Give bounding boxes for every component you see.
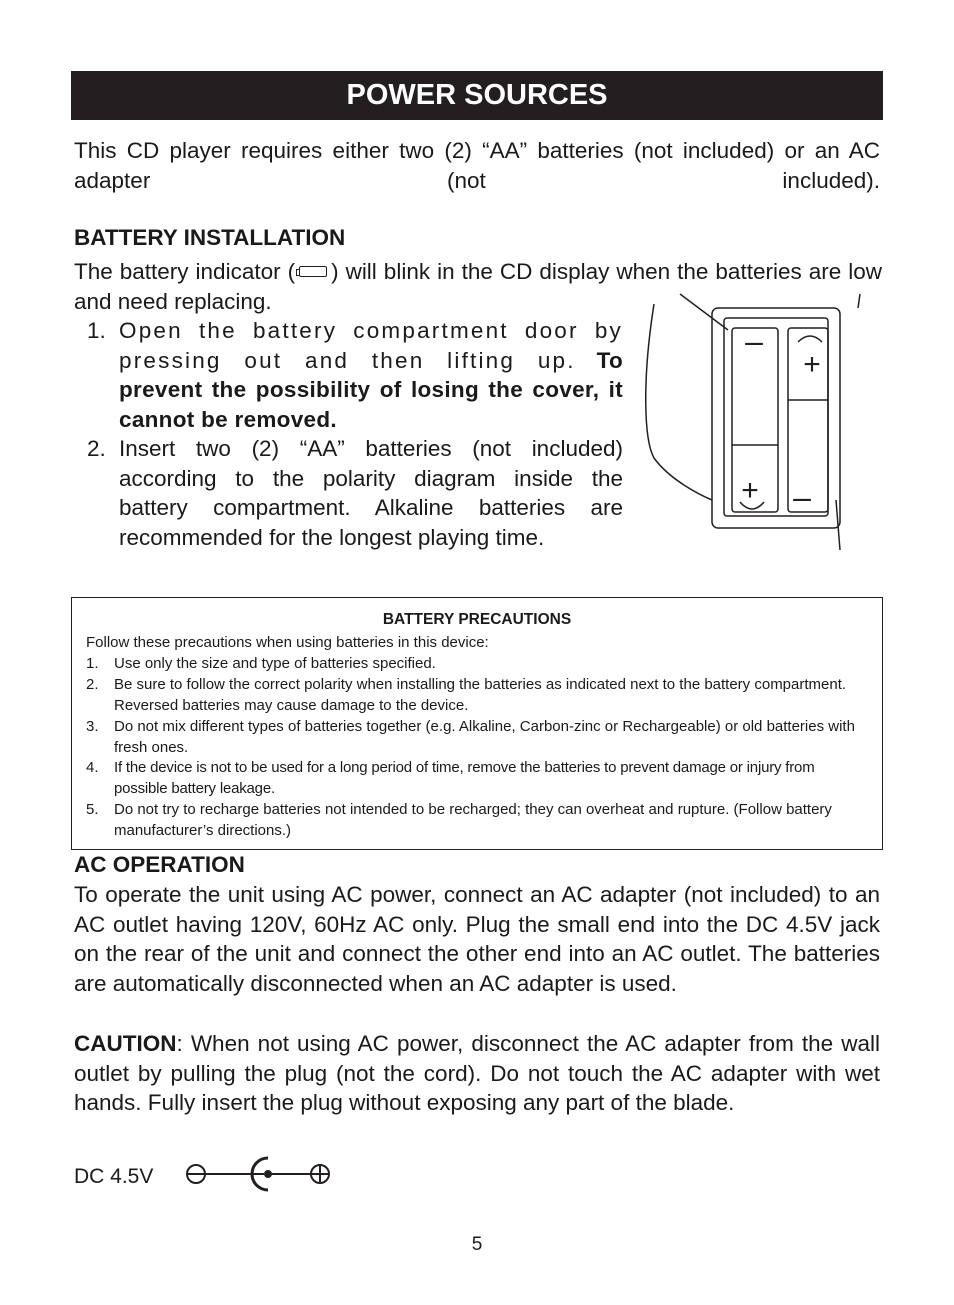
- precaution-text: If the device is not to be used for a long period of time, remove the batteries to prevent damage or injury from possible battery leakage.: [114, 759, 815, 797]
- step-1-number: 1.: [87, 318, 106, 343]
- step-1-body: [119, 316, 623, 434]
- intro-paragraph: [74, 136, 880, 195]
- indicator-text-after: ) will blink in the CD display when the batteries are low and need replacing.: [74, 259, 882, 314]
- precaution-number: 1.: [86, 655, 99, 672]
- left-battery-top-label: –: [745, 323, 763, 359]
- precaution-text: Use only the size and type of batteries specified.: [114, 655, 436, 672]
- page-title: POWER SOURCES: [71, 71, 883, 120]
- right-battery-top-label: +: [803, 348, 821, 381]
- dc-label: DC 4.5V: [74, 1165, 154, 1188]
- caution-label: CAUTION: [74, 1031, 177, 1056]
- step-1: [87, 316, 623, 434]
- step-1-warning: To prevent the possibility of losing the cover, it cannot be removed.: [119, 347, 623, 432]
- intro-text: This CD player requires either two (2) “AA” batteries (not included) or an AC adapter (not included).: [74, 138, 880, 193]
- right-battery-bottom-label: –: [793, 479, 811, 515]
- precautions-heading: BATTERY PRECAUTIONS: [382, 611, 572, 628]
- precaution-number: 2.: [86, 676, 99, 693]
- page-number: 5: [471, 1234, 483, 1255]
- precautions-intro: Follow these precautions when using batteries in this device:: [86, 634, 489, 651]
- precaution-item: [86, 800, 866, 842]
- caution-text: : When not using AC power, disconnect the AC adapter from the wall outlet by pulling the plug (not the cord). Do not touch the AC adapter with wet hands. Fully insert the plug without exposing any part of the blade.: [74, 1031, 880, 1116]
- dc-polarity-icon: [180, 1150, 336, 1194]
- step-1-text: Open the battery compartment door by pressing out and then lifting up.: [119, 318, 623, 373]
- step-2: [87, 434, 623, 552]
- battery-icon: [299, 266, 327, 277]
- caution-paragraph: [74, 1029, 880, 1118]
- step-2-body: [119, 434, 623, 552]
- left-battery-bottom-label: +: [741, 474, 759, 507]
- precaution-item: [86, 758, 866, 800]
- battery-installation-heading: BATTERY INSTALLATION: [74, 225, 346, 250]
- precaution-number: 5.: [86, 801, 99, 818]
- precaution-item: [86, 717, 866, 759]
- precaution-text: Do not mix different types of batteries together (e.g. Alkaline, Carbon-zinc or Rechargeable) or old batteries with fresh ones.: [114, 718, 855, 756]
- precaution-text: Do not try to recharge batteries not intended to be recharged; they can overheat and rupture. (Follow battery manufacturer’s directions.): [114, 801, 832, 839]
- step-2-number: 2.: [87, 436, 106, 461]
- ac-operation-paragraph: [74, 880, 880, 998]
- ac-operation-heading: AC OPERATION: [74, 852, 245, 877]
- precaution-item: [86, 675, 866, 717]
- precaution-text: Be sure to follow the correct polarity when installing the batteries as indicated next to the battery compartment. Reversed batteries may cause damage to the device.: [114, 676, 847, 714]
- indicator-text-before: The battery indicator (: [74, 259, 296, 284]
- battery-precautions-box: [71, 597, 883, 850]
- battery-compartment-diagram: [640, 290, 872, 554]
- precaution-item: [86, 654, 866, 675]
- ac-operation-text: To operate the unit using AC power, connect an AC adapter (not included) to an AC outlet having 120V, 60Hz AC only. Plug the small end into the DC 4.5V jack on the rear of the unit and connect the other end into an AC outlet. The batteries are automatically disconnected when an AC adapter is used.: [74, 882, 880, 996]
- precaution-number: 3.: [86, 718, 99, 735]
- precaution-number: 4.: [86, 759, 99, 776]
- step-2-text: Insert two (2) “AA” batteries (not included) according to the polarity diagram inside the battery compartment. Alkaline batteries are recommended for the longest playing time.: [119, 436, 623, 550]
